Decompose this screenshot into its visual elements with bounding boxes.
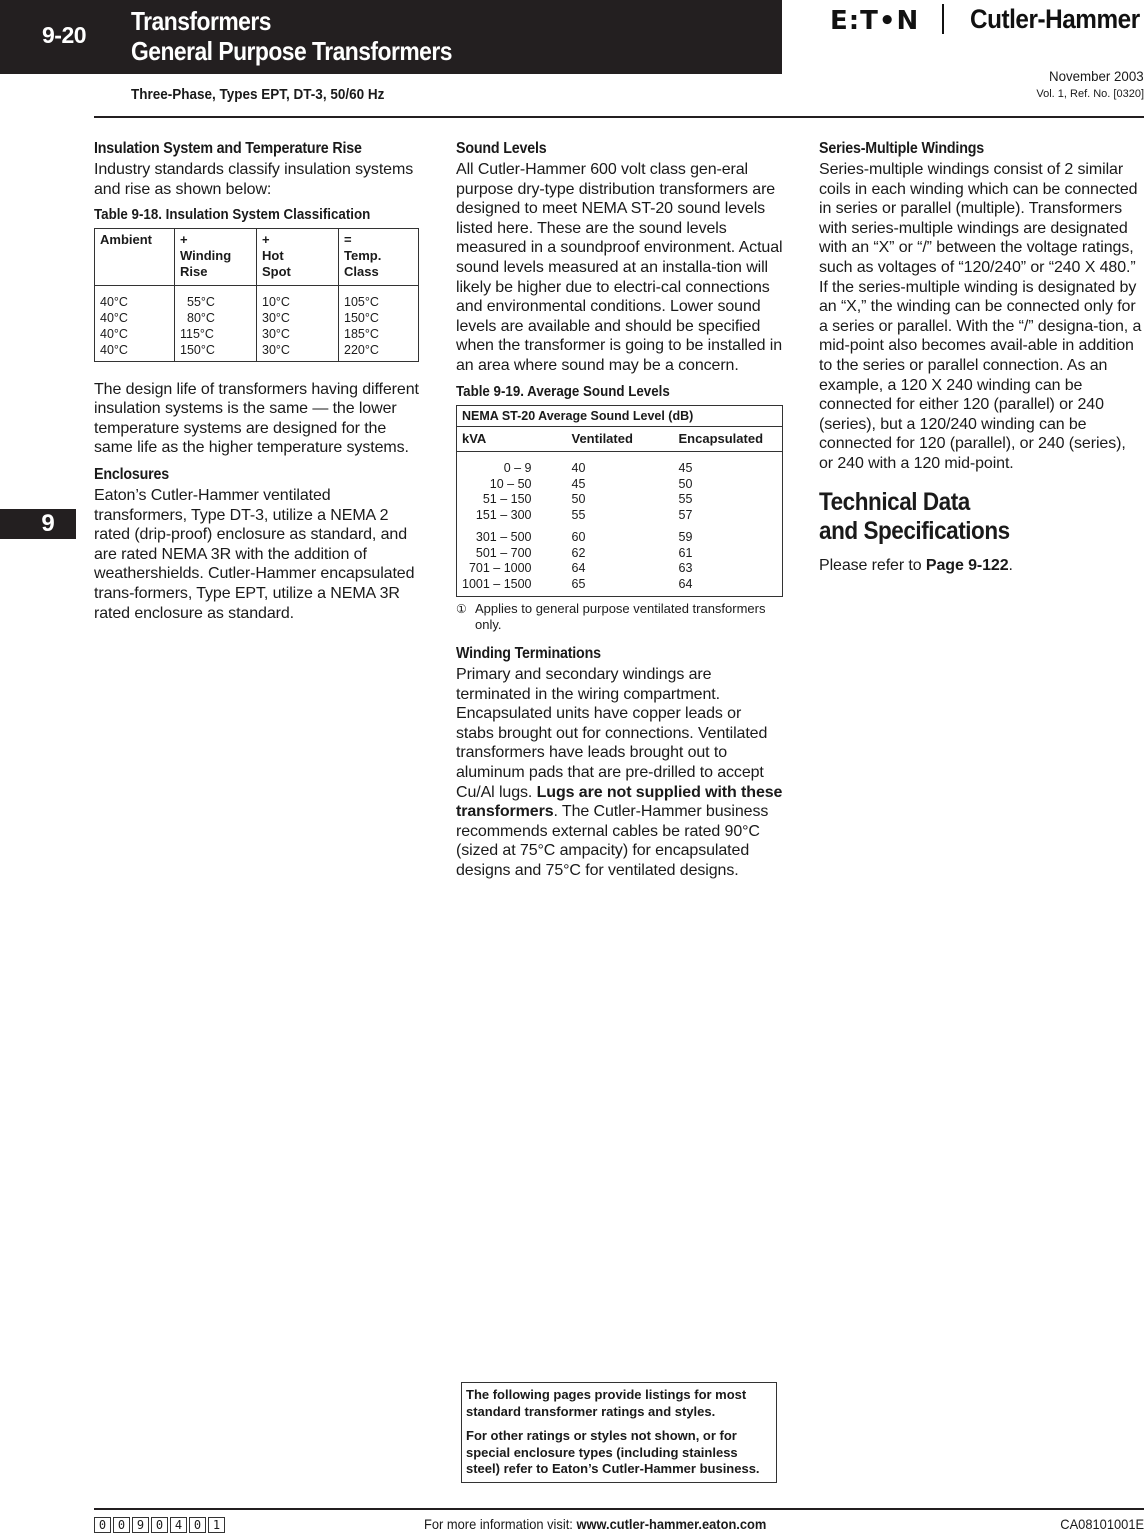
footer-rule: [94, 1508, 1144, 1510]
table-row: [95, 294, 419, 310]
sound-levels-table: [456, 405, 783, 598]
cell: 64: [571, 561, 586, 576]
notice-line-2: For other ratings or styles not shown, or for special enclosure types (including stainless steel) refer to Eaton’s Cutler-Hammer business.: [466, 1428, 760, 1476]
footnote-text: Applies to general purpose ventilated transformers only.: [475, 601, 766, 633]
cell: 40°C: [100, 294, 128, 309]
table-row: [457, 492, 783, 508]
publication-date: November 2003: [1049, 68, 1144, 84]
heading-winding-terminations: Winding Terminations: [456, 645, 601, 663]
series-multiple-text: Series-multiple windings consist of 2 similar coils in each winding which can be connected in series or parallel (multiple). Transformers with series-multiple windings are designated with an “X” or “/” between the voltage ratings, such as voltages of “120/240” or “240 X 480.” If the series-multiple winding is designated by an “X,” the winding can be connected only for a series or parallel. With the “/” designa-tion, a mid-point also becomes avail-able in addition to the series or parallel connection. As an example, a 120 X 240 winding can be connected for either 120 (parallel) or 240 (series), but a 120/240 winding can be connected for 120 (parallel), or 240 (series), or 240 with a 120 mid-point.: [819, 161, 1142, 472]
cell: 50: [678, 476, 693, 491]
table-row: [95, 342, 419, 362]
cell: 80°C: [175, 310, 257, 326]
header-hot-spot: + Hot Spot: [257, 229, 339, 286]
heading-technical-data: Technical Data and Specifications: [819, 487, 1010, 545]
table-row: [457, 477, 783, 493]
cell: 55: [678, 492, 693, 507]
code-digit: 0: [94, 1517, 111, 1533]
heading-insulation: Insulation System and Temperature Rise: [94, 140, 362, 157]
design-life-text: The design life of transformers having different insulation systems is the same — the lower temperature systems are designed for the same life as the higher temperature systems.: [94, 380, 419, 457]
winding-terminations-text: Primary and secondary windings are terminated in the wiring compartment. Encapsulated units have copper leads or stabs brought out for connections. Ventilated transformers have leads brought out to aluminum pads that are pre-drilled to accept Cu/Al lugs. Lugs are not supplied with these transformers. The Cutler-Hammer business recommends external cables be rated 90°C (sized at 75°C ampacity) for encapsulated designs and 75°C for ventilated designs.: [456, 666, 783, 879]
website-link[interactable]: www.cutler-hammer.eaton.com: [576, 1516, 767, 1532]
section-tab: 9: [0, 509, 76, 539]
eaton-logo: E:T•N: [830, 6, 920, 36]
table-header-row: [95, 229, 419, 286]
cell: 40°C: [100, 342, 128, 357]
table-row: [457, 508, 783, 524]
insulation-intro: Industry standards classify insulation systems and rise as shown below:: [94, 161, 414, 198]
table-row: [457, 577, 783, 597]
cell: 40°C: [100, 310, 128, 325]
cell: 51 – 150: [482, 492, 532, 507]
refer-text: Please refer to Page 9-122.: [819, 556, 1013, 574]
header-ambient: Ambient: [95, 229, 175, 286]
footer-info: For more information visit: www.cutler-hammer.eaton.com: [424, 1516, 767, 1532]
title-line-1: Transformers: [131, 6, 271, 36]
header-winding-rise: + Winding Rise: [175, 229, 257, 286]
code-digit: 0: [113, 1517, 130, 1533]
cell: 64: [678, 576, 693, 591]
cell: 61: [678, 545, 693, 560]
table-row: [95, 310, 419, 326]
cell: 10°C: [257, 294, 339, 310]
cell: 701 – 1000: [468, 561, 532, 576]
table-caption-insulation: Table 9-18. Insulation System Classification: [94, 207, 371, 224]
table-row: [457, 561, 783, 577]
document-code: CA08101001E: [1060, 1516, 1144, 1532]
cell: 220°C: [339, 342, 419, 362]
cell: 151 – 300: [475, 507, 532, 522]
table-row: [457, 546, 783, 562]
cell: 55: [571, 507, 586, 522]
cell: 150°C: [175, 342, 257, 362]
code-boxes: [94, 1517, 227, 1533]
title-line-2: General Purpose Transformers: [131, 36, 452, 66]
column-3: [819, 140, 1144, 583]
cell: 0 – 9: [503, 461, 532, 476]
enclosures-text: Eaton’s Cutler-Hammer ventilated transformers, Type DT-3, utilize a NEMA 2 rated (drip-proof) enclosure as standard, and are rated NEMA 3R with the addition of weathershields. Cutler-Hammer encapsulated trans-formers, Type EPT, utilize a NEMA 3R rated enclosure as standard.: [94, 487, 415, 622]
cell: 105°C: [339, 294, 419, 310]
cell: 30°C: [257, 326, 339, 342]
cell: 45: [678, 461, 693, 476]
lugs-warning: Lugs are not supplied with these transformers: [456, 783, 783, 821]
table-row: [457, 461, 783, 477]
header-encapsulated: Encapsulated: [674, 426, 783, 451]
cell: 30°C: [257, 342, 339, 362]
column-1: [94, 140, 419, 631]
code-digit: 1: [208, 1517, 225, 1533]
header-bar: [0, 0, 782, 74]
header-temp-class: = Temp. Class: [339, 229, 419, 286]
cell: 60: [571, 530, 586, 545]
listings-notice: [461, 1382, 777, 1483]
column-2: [456, 140, 783, 889]
notice-line-1: The following pages provide listings for most standard transformer ratings and styles.: [466, 1387, 747, 1419]
cell: 55°C: [175, 294, 257, 310]
code-digit: 4: [170, 1517, 187, 1533]
cell: 301 – 500: [475, 530, 532, 545]
insulation-table: [94, 228, 419, 362]
header-rule: [94, 116, 1144, 118]
header-ventilated: Ventilated: [567, 426, 674, 451]
cell: 501 – 700: [475, 545, 532, 560]
cell: 115°C: [175, 326, 257, 342]
cell: 30°C: [257, 310, 339, 326]
cell: 62: [571, 545, 586, 560]
code-digit: 0: [189, 1517, 206, 1533]
table-row: [457, 530, 783, 546]
cutler-hammer-logo: Cutler-Hammer: [970, 4, 1140, 34]
table-footnote: [456, 601, 783, 633]
header-kva: kVA: [457, 426, 567, 451]
table-row: [95, 326, 419, 342]
table-caption-sound: Table 9-19. Average Sound Levels: [456, 383, 670, 400]
code-digit: 0: [151, 1517, 168, 1533]
heading-series-multiple: Series-Multiple Windings: [819, 140, 985, 157]
page-subtitle: Three-Phase, Types EPT, DT-3, 50/60 Hz: [131, 86, 385, 103]
footnote-marker: ①: [456, 602, 467, 617]
cell: 59: [678, 530, 693, 545]
cell: 57: [678, 507, 693, 522]
cell: 1001 – 1500: [462, 576, 532, 591]
heading-enclosures: Enclosures: [94, 466, 170, 484]
cell: 45: [571, 476, 586, 491]
cell: 40°C: [100, 326, 128, 341]
cell: 50: [571, 492, 586, 507]
cell: 63: [678, 561, 693, 576]
cell: 65: [571, 576, 586, 591]
page-title: [131, 6, 452, 66]
volume-reference: Vol. 1, Ref. No. [0320]: [1036, 88, 1144, 100]
page-reference-link[interactable]: Page 9-122: [925, 556, 1009, 574]
cell: 10 – 50: [489, 476, 532, 491]
cell: 185°C: [339, 326, 419, 342]
code-digit: 9: [132, 1517, 149, 1533]
table-title: NEMA ST-20 Average Sound Level (dB): [457, 405, 783, 426]
heading-sound-levels: Sound Levels: [456, 140, 547, 157]
table-header-row: [457, 426, 783, 451]
cell: 40: [571, 461, 586, 476]
logo-divider: [942, 4, 944, 34]
cell: 150°C: [339, 310, 419, 326]
page-number: 9-20: [42, 22, 87, 48]
sound-levels-text: All Cutler-Hammer 600 volt class gen-eral purpose dry-type distribution transformers are designed to meet NEMA ST-20 sound levels listed here. These are the sound levels measured in a soundproof environment. Actual sound levels measured at an installa-tion will likely be higher due to electri-cal connections and environmental conditions. Lower sound levels are available and should be specified when the transformer is going to be installed in an area where sound may be a concern.: [456, 161, 783, 374]
